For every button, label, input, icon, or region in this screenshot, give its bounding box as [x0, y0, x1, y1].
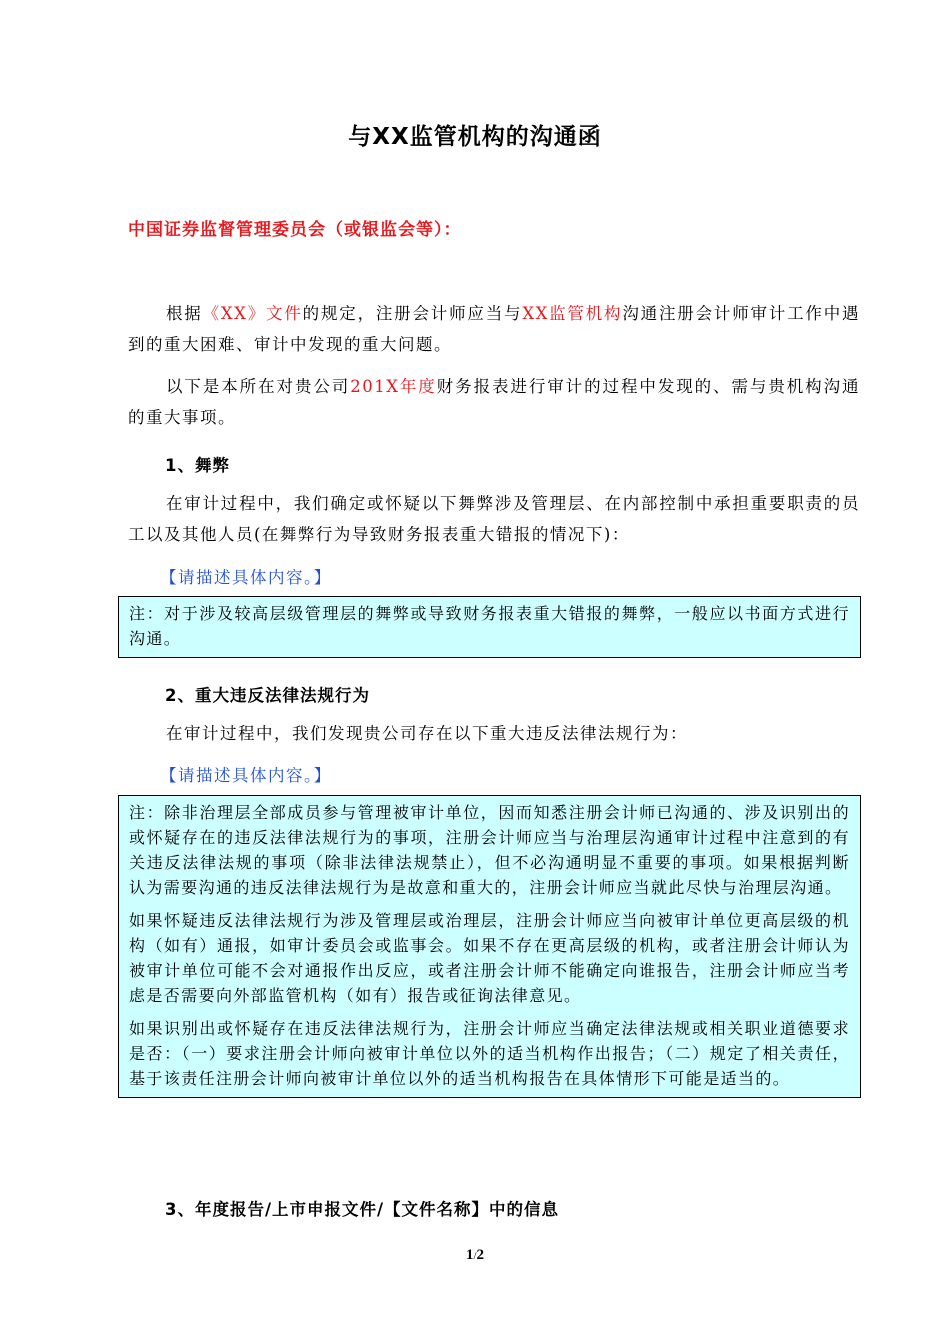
page-current: 1 [465, 1247, 474, 1263]
doc-reference: 《XX》文件 [202, 304, 303, 323]
intro-text: 财务报表进行审计的过程中发现的、需与贵机构沟通的重大事项。 [128, 377, 861, 427]
section-body-violation: 在审计过程中，我们发现贵公司存在以下重大违反法律法规行为： [166, 724, 688, 743]
regulator-name: XX监管机构 [522, 304, 623, 323]
page-number [0, 1247, 950, 1264]
intro-text: 以下是本所在对贵公司 [166, 377, 351, 396]
intro-paragraph-2 [128, 371, 860, 433]
placeholder-fraud: 【请描述具体内容。】 [160, 568, 332, 587]
note-text: 如果怀疑违反法律法规行为涉及管理层或治理层，注册会计师应当向被审计单位更高层级的机构（如有）通报，如审计委员会或监事会。如果不存在更高层级的机构，或者注册会计师认为被审计单位可能不会对通报作出反应，或者注册会计师不能确定向谁报告，注册会计师应当考虑是否需要向外部监管机构（如有）报告或征询法律意见。 [129, 911, 850, 1005]
fiscal-year: 201X年度 [350, 377, 437, 396]
document-title: 与XX监管机构的沟通函 [348, 124, 602, 150]
placeholder-violation: 【请描述具体内容。】 [160, 766, 332, 785]
section-heading-annual-report: 3、年度报告/上市申报文件/【文件名称】中的信息 [165, 1200, 560, 1219]
addressee: 中国证券监督管理委员会（或银监会等）： [128, 220, 462, 240]
note-text: 如果识别出或怀疑存在违反法律法规行为，注册会计师应当确定法律法规或相关职业道德要求是否：（一）要求注册会计师向被审计单位以外的适当机构作出报告；（二）规定了相关责任，基于该责任注册会计师向被审计单位以外的适当机构报告在具体情形下可能是适当的。 [129, 1019, 850, 1088]
note-box-fraud [118, 596, 861, 658]
note-text: 注：除非治理层全部成员参与管理被审计单位，因而知悉注册会计师已沟通的、涉及识别出的或怀疑存在的违反法律法规行为的事项，注册会计师应当与治理层沟通审计过程中注意到的有关违反法律法规的事项（除非法律法规禁止），但不必沟通明显不重要的事项。如果根据判断认为需要沟通的违反法律法规行为是故意和重大的，注册会计师应当就此尽快与治理层沟通。 [129, 803, 850, 897]
note-box-violation [118, 795, 861, 1098]
section-body-fraud: 在审计过程中，我们确定或怀疑以下舞弊涉及管理层、在内部控制中承担重要职责的员工以及其他人员(在舞弊行为导致财务报表重大错报的情况下)： [128, 494, 860, 544]
page-separator: / [473, 1250, 477, 1262]
intro-text: 沟通注册会计师审计工作中遇到的重大困难、审计中发现的重大问题。 [128, 304, 861, 354]
intro-paragraph-1 [128, 298, 860, 360]
intro-text: 根据 [166, 304, 203, 323]
note-text: 注：对于涉及较高层级管理层的舞弊或导致财务报表重大错报的舞弊，一般应以书面方式进行沟通。 [129, 604, 850, 648]
page-total: 2 [476, 1247, 485, 1263]
section-heading-fraud: 1、舞弊 [165, 456, 230, 475]
intro-text: 的规定，注册会计师应当与 [302, 304, 523, 323]
section-heading-violation: 2、重大违反法律法规行为 [165, 686, 370, 705]
